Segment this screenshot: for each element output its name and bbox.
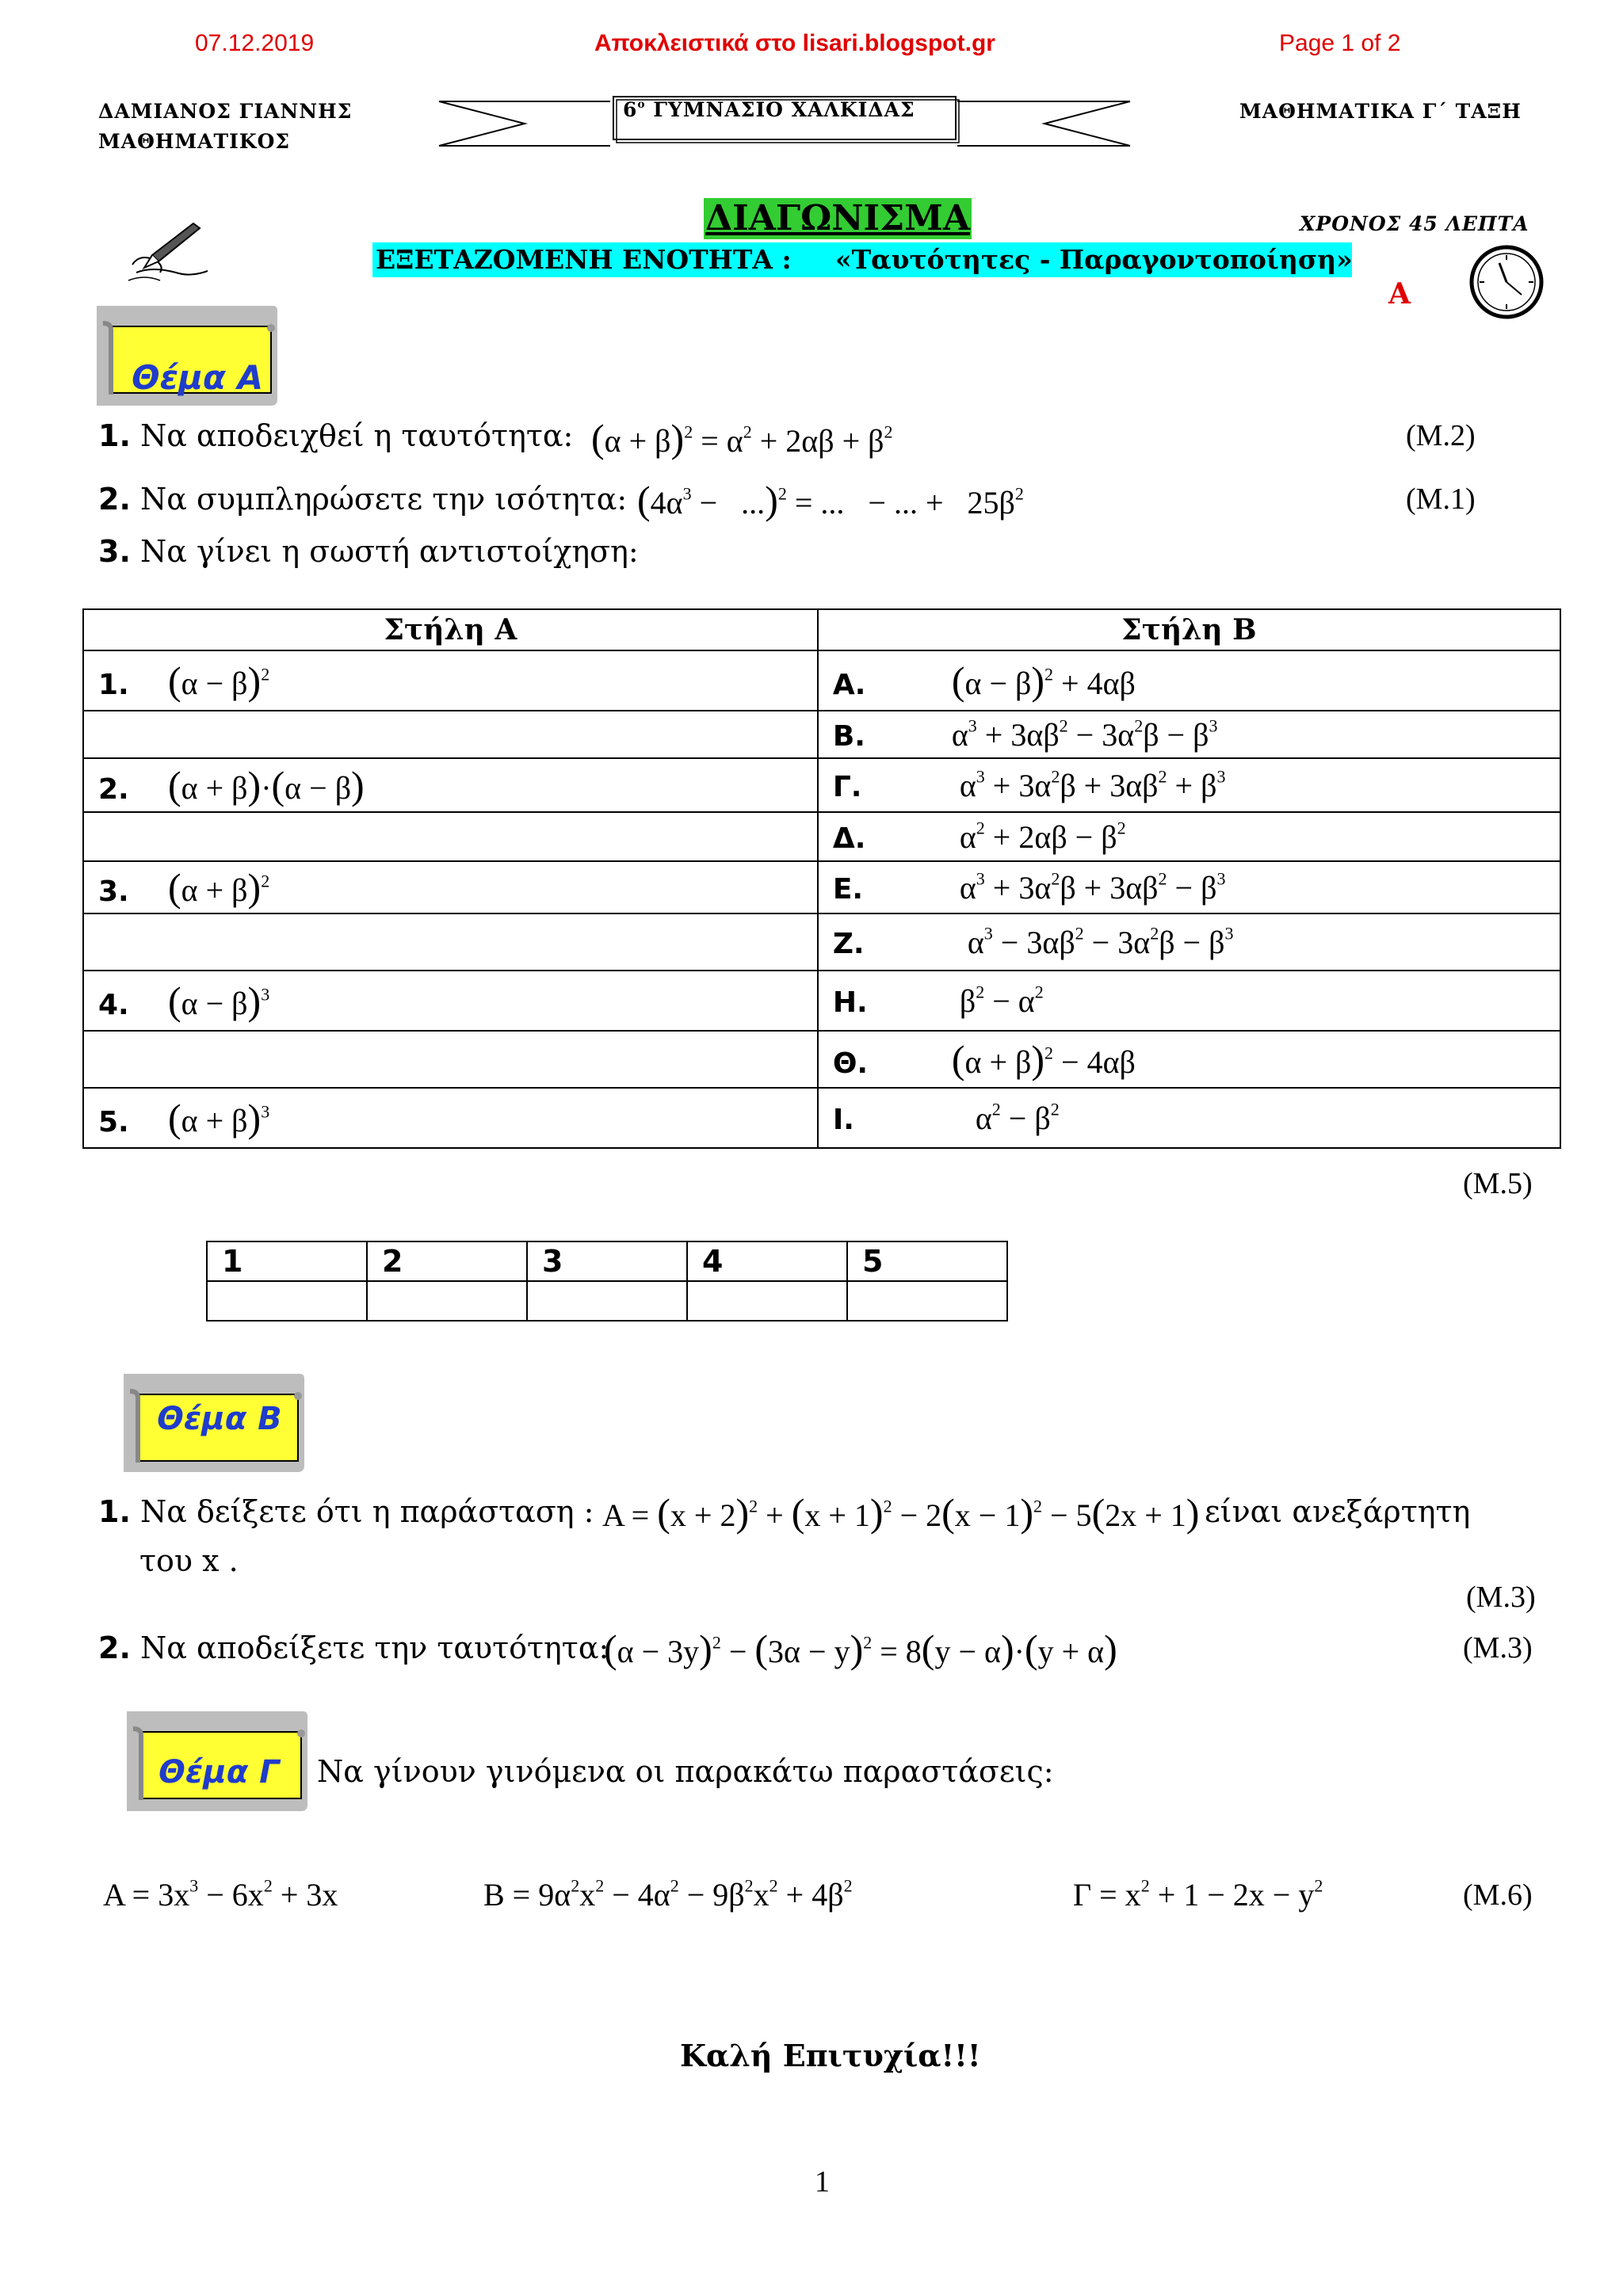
- left-item-3: 3. $(\alpha + \beta)^2$: [83, 861, 818, 913]
- left-empty: [83, 1031, 818, 1088]
- date: 07.12.2019: [195, 30, 315, 56]
- subject-class: ΜΑΘΗΜΑΤΙΚΑ Γ΄ ΤΑΞΗ: [1239, 100, 1522, 123]
- answer-header-5: 5: [847, 1241, 1007, 1281]
- c-expression-a: $A = 3x^3 - 6x^2 + 3x$: [103, 1875, 338, 1913]
- left-item-5: 5. $(\alpha + \beta)^3$: [83, 1088, 818, 1148]
- answer-cell-3[interactable]: [527, 1281, 687, 1321]
- author-title: ΜΑΘΗΜΑΤΙΚΟΣ: [98, 130, 291, 153]
- a-question-2: 2. Να συμπληρώσετε την ισότητα:: [98, 482, 628, 517]
- b-question-2: 2. Να αποδείξετε την ταυτότητα:: [98, 1630, 609, 1665]
- b-q2-mark: (Μ.3): [1463, 1631, 1533, 1665]
- left-item-4: 4. $(\alpha - \beta)^3$: [83, 971, 818, 1031]
- right-item-a: Α. $(\alpha - \beta)^2 + 4\alpha\beta$: [818, 650, 1560, 711]
- good-luck-note: Καλή Επιτυχία!!!: [680, 2038, 981, 2073]
- left-item-2: 2. (α + β)·(α − β): [83, 758, 818, 812]
- answer-cell-1[interactable]: [207, 1281, 367, 1321]
- left-empty: [83, 812, 818, 861]
- right-item-h: Η. $\beta^2 - \alpha^2$: [818, 971, 1560, 1031]
- school-name: $6^o$ ΓΥΜΝΑΣΙΟ ΧΑΛΚΙΔΑΣ: [623, 98, 915, 121]
- b-q1-formula: $A = (x + 2)^2 + (x + 1)^2 - 2(x - 1)^2 - 5(2x + 1)$: [602, 1490, 1200, 1535]
- c-mark: (Μ.6): [1463, 1878, 1533, 1912]
- a-q2-mark: (Μ.1): [1406, 482, 1476, 516]
- c-expression-b: $B = 9\alpha^2x^2 - 4\alpha^2 - 9\beta^2x^2 + 4\beta^2$: [483, 1875, 853, 1913]
- b-q1-line2: του x .: [139, 1543, 239, 1578]
- a-question-3: 3. Να γίνει η σωστή αντιστοίχηση:: [98, 534, 639, 569]
- right-item-b: Β. $\alpha^3 + 3\alpha\beta^2 - 3\alpha^2\beta - \beta^3$: [818, 711, 1560, 758]
- right-item-z: Ζ. $\alpha^3 - 3\alpha\beta^2 - 3\alpha^2\beta - \beta^3$: [818, 913, 1560, 971]
- exam-title: ΔΙΑΓΩΝΙΣΜΑ: [705, 198, 971, 238]
- thema-c-tab: Θέμα Γ: [158, 1754, 280, 1791]
- a-q3-mark: (Μ.5): [1463, 1167, 1533, 1200]
- exam-version: Α: [1388, 277, 1411, 311]
- clock-icon: [1468, 244, 1545, 320]
- left-item-1: 1. $(\alpha - \beta)^2$: [83, 650, 818, 711]
- pen-writing-icon: [120, 217, 216, 288]
- answer-table: [206, 1241, 1008, 1322]
- answer-cell-5[interactable]: [847, 1281, 1007, 1321]
- c-expression-g: $\Gamma = x^2 + 1 - 2x - y^2$: [1073, 1875, 1323, 1913]
- a-q2-formula: $(4\alpha^3 - ...)^2$ = ... − ... + $25\beta^2$: [637, 478, 1024, 522]
- right-item-c: Γ. $\alpha^3 + 3\alpha^2\beta + 3\alpha\beta^2 + \beta^3$: [818, 758, 1560, 812]
- answer-cell-2[interactable]: [367, 1281, 527, 1321]
- right-item-i: Ι. $\alpha^2 - \beta^2$: [818, 1088, 1560, 1148]
- author-name: ΔΑΜΙΑΝΟΣ ΓΙΑΝΝΗΣ: [98, 100, 353, 123]
- matching-table: [82, 608, 1561, 1149]
- c-instruction: Να γίνουν γινόμενα οι παρακάτω παραστάσεις:: [317, 1754, 1054, 1789]
- exam-duration: ΧΡΟΝΟΣ 45 ΛΕΠΤΑ: [1300, 212, 1529, 235]
- b-q2-formula: $(\alpha - 3y)^2 - (3\alpha - y)^2 = 8(y - \alpha)\cdot(y + \alpha)$: [604, 1627, 1117, 1671]
- right-item-e: Ε. $\alpha^3 + 3\alpha^2\beta + 3\alpha\beta^2 - \beta^3$: [818, 861, 1560, 913]
- right-item-d: Δ. $\alpha^2 + 2\alpha\beta - \beta^2$: [818, 812, 1560, 861]
- answer-cell-4[interactable]: [687, 1281, 847, 1321]
- page-indicator: Page 1 of 2: [1279, 30, 1401, 56]
- source-note: Αποκλειστικά στο lisari.blogspot.gr: [594, 30, 995, 56]
- b-q1-mark: (Μ.3): [1466, 1581, 1536, 1614]
- a-q1-mark: (Μ.2): [1406, 419, 1476, 452]
- column-a-header: Στήλη Α: [83, 609, 818, 650]
- answer-header-3: 3: [527, 1241, 687, 1281]
- right-item-th: Θ. $(\alpha + \beta)^2 - 4\alpha\beta$: [818, 1031, 1560, 1088]
- a-question-1: 1. Να αποδειχθεί η ταυτότητα:: [98, 418, 574, 453]
- b-question-1: 1. Να δείξετε ότι η παράσταση :: [98, 1494, 594, 1529]
- answer-header-1: 1: [207, 1241, 367, 1281]
- thema-b-tab: Θέμα Β: [157, 1401, 282, 1437]
- unit-name: «Ταυτότητες - Παραγοντοποίηση»: [835, 244, 1353, 275]
- unit-label: ΕΞΕΤΑΖΟΜΕΝΗ ΕΝΟΤΗΤΑ :: [376, 244, 792, 275]
- left-empty: [83, 711, 818, 758]
- b-q1-tail: είναι ανεξάρτητη: [1205, 1494, 1471, 1529]
- page-number: 1: [815, 2165, 830, 2199]
- answer-header-2: 2: [367, 1241, 527, 1281]
- left-empty: [83, 913, 818, 971]
- answer-header-4: 4: [687, 1241, 847, 1281]
- thema-a-tab: Θέμα Α: [132, 358, 263, 397]
- a-q1-formula: $(\alpha + \beta)^2 = \alpha^2 + 2\alpha\beta + \beta^2$: [591, 416, 893, 460]
- column-b-header: Στήλη Β: [818, 609, 1560, 650]
